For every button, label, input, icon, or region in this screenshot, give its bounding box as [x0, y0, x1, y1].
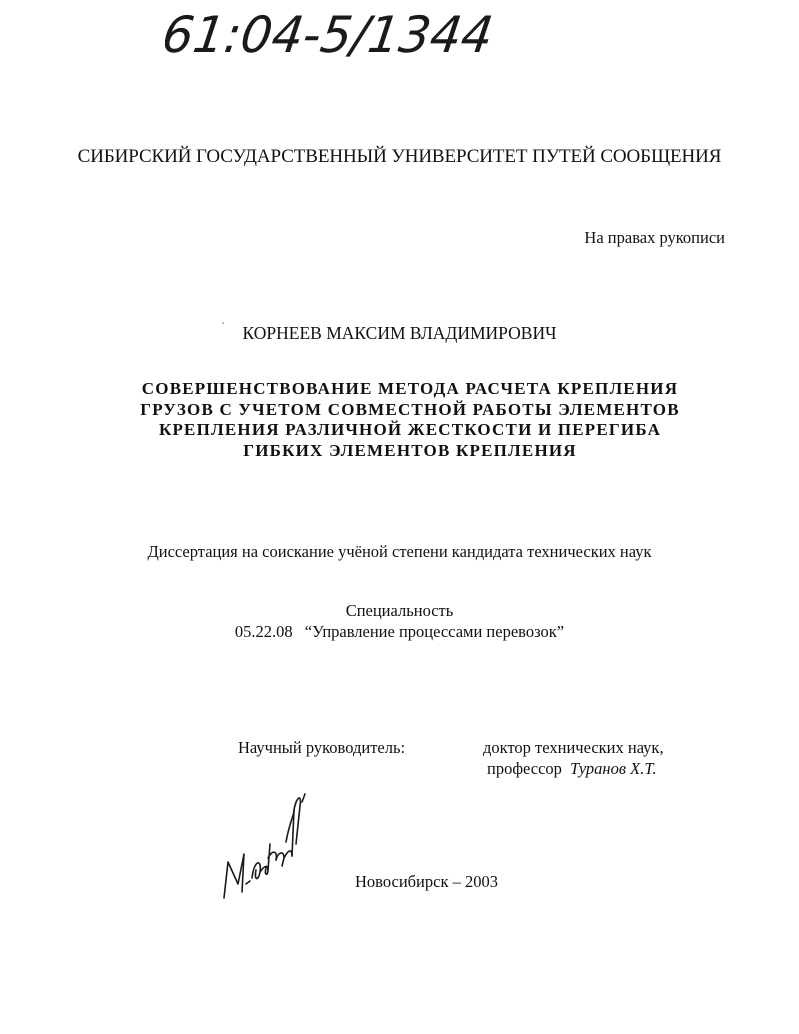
city-year: Новосибирск – 2003	[355, 872, 498, 891]
supervisor-title: профессор	[487, 759, 562, 778]
author-signature	[210, 780, 320, 905]
specialty-heading: Специальность	[345, 601, 454, 620]
author-name: КОРНЕЕВ МАКСИМ ВЛАДИМИРОВИЧ	[242, 323, 557, 343]
title-line-3: КРЕПЛЕНИЯ РАЗЛИЧНОЙ ЖЕСТКОСТИ И ПЕРЕГИБА	[158, 420, 662, 439]
university-name: СИБИРСКИЙ ГОСУДАРСТВЕННЫЙ УНИВЕРСИТЕТ ПУТЕЙ СООБЩЕНИЯ	[77, 146, 722, 167]
specialty-name: “Управление процессами перевозок”	[304, 622, 565, 641]
dissertation-title	[130, 379, 690, 461]
supervisor-label: Научный руководитель:	[238, 738, 406, 757]
dissertation-type: Диссертация на соискание учёной степени кандидата технических наук	[147, 542, 652, 561]
supervisor-degree: доктор технических наук,	[483, 738, 664, 757]
manuscript-rights-note: На правах рукописи	[584, 228, 725, 247]
specialty-code: 05.22.08	[234, 622, 293, 641]
title-line-2: ГРУЗОВ С УЧЕТОМ СОВМЕСТНОЙ РАБОТЫ ЭЛЕМЕНТОВ	[140, 399, 680, 419]
specialty-line	[0, 622, 799, 642]
supervisor-title-line	[487, 759, 657, 779]
handwritten-archive-code	[165, 4, 505, 62]
title-line-4: ГИБКИХ ЭЛЕМЕНТОВ КРЕПЛЕНИЯ	[243, 440, 577, 460]
archive-code-text: 61:04-5/1344	[165, 5, 505, 62]
supervisor-name: Туранов Х.Т.	[570, 759, 657, 778]
title-line-1: СОВЕРШЕНСТВОВАНИЕ МЕТОДА РАСЧЕТА КРЕПЛЕНИЯ	[141, 379, 679, 398]
